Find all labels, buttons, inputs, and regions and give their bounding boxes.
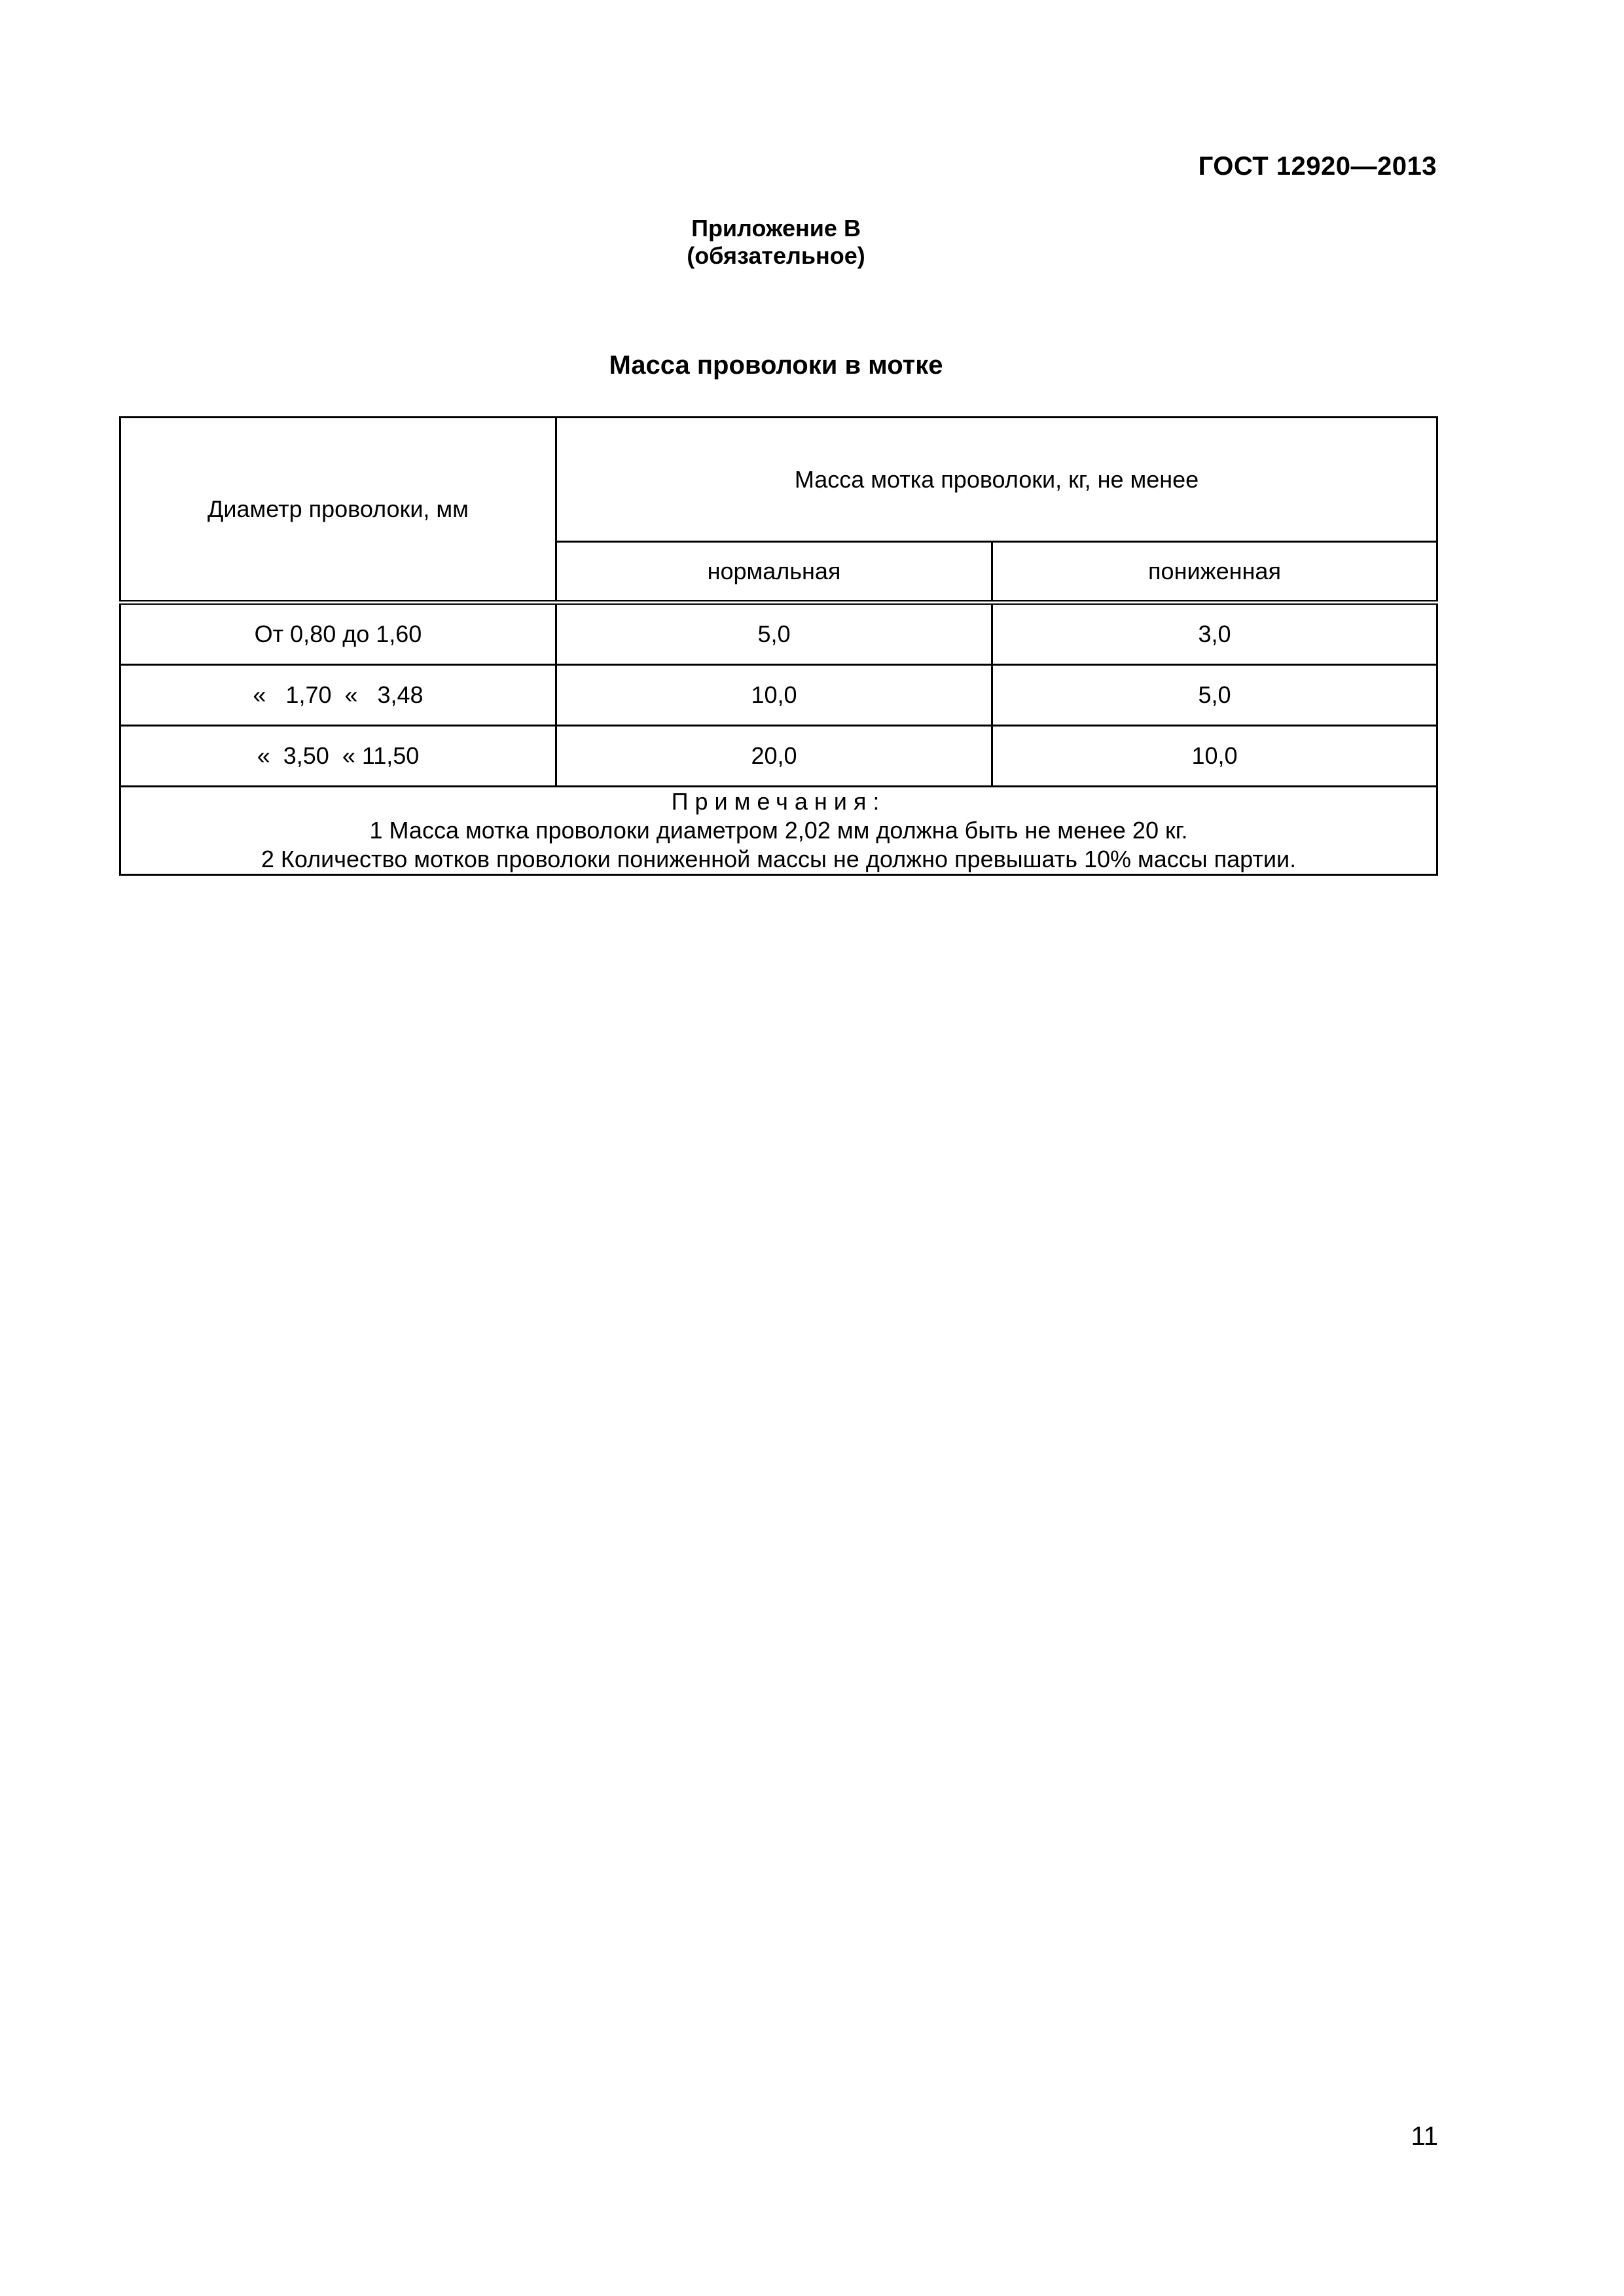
appendix-heading <box>0 215 1552 270</box>
cell-reduced: 5,0 <box>992 665 1437 726</box>
cell-normal: 10,0 <box>556 665 992 726</box>
appendix-status: (обязательное) <box>687 242 865 269</box>
note-2: 2 Количество мотков проволоки пониженной массы не должно превышать 10% массы партии. <box>261 846 1297 872</box>
header-normal: нормальная <box>556 542 992 603</box>
table-header-row <box>120 418 1437 542</box>
document-code: ГОСТ 12920—2013 <box>1198 152 1437 181</box>
notes-heading: Примечания: <box>671 788 886 815</box>
wire-mass-table <box>119 416 1438 876</box>
header-diameter: Диаметр проволоки, мм <box>120 418 556 603</box>
cell-reduced: 10,0 <box>992 726 1437 787</box>
table-row <box>120 603 1437 665</box>
cell-normal: 20,0 <box>556 726 992 787</box>
appendix-label: Приложение В <box>691 215 861 242</box>
header-mass-group: Масса мотка проволоки, кг, не менее <box>556 418 1437 542</box>
table-notes <box>120 787 1437 875</box>
note-1: 1 Масса мотка проволоки диаметром 2,02 мм должна быть не менее 20 кг. <box>369 817 1188 844</box>
table-row <box>120 665 1437 726</box>
page-number: 11 <box>1411 2122 1438 2151</box>
cell-diameter: « 3,50 « 11,50 <box>120 726 556 787</box>
table-title: Масса проволоки в мотке <box>609 351 943 380</box>
table-row <box>120 726 1437 787</box>
header-reduced: пониженная <box>992 542 1437 603</box>
cell-diameter: « 1,70 « 3,48 <box>120 665 556 726</box>
cell-diameter: От 0,80 до 1,60 <box>120 603 556 665</box>
notes-row <box>120 787 1437 875</box>
cell-normal: 5,0 <box>556 603 992 665</box>
cell-reduced: 3,0 <box>992 603 1437 665</box>
